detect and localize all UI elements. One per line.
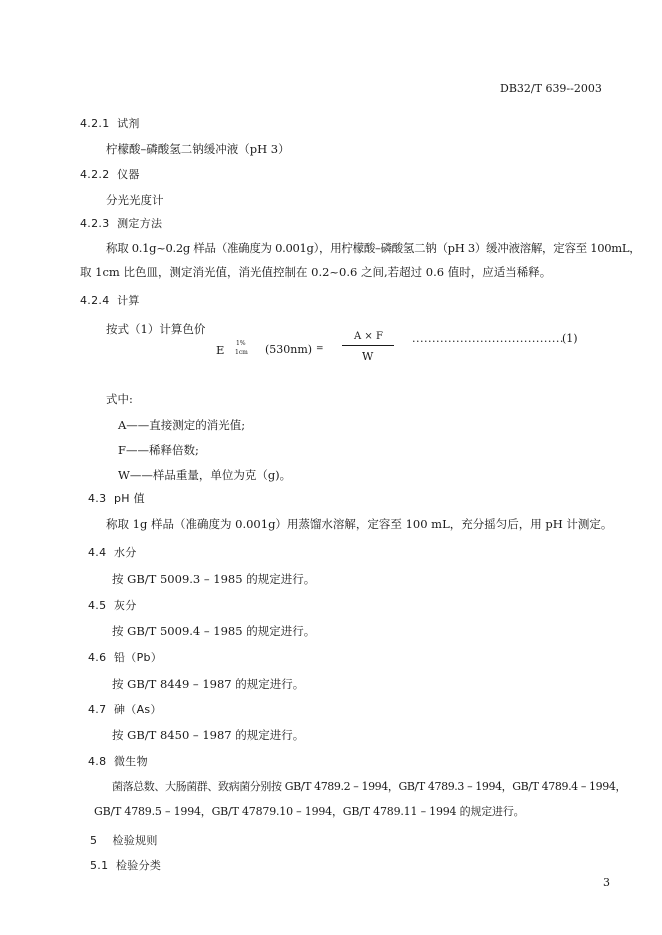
section-number: 5.1 [90, 859, 109, 872]
formula-wavelength: (530nm) [265, 343, 313, 356]
section-4-2-2-body: 分光光度计 [106, 193, 164, 207]
section-4-2-2-heading [80, 168, 140, 182]
section-number: 4.5 [88, 599, 107, 612]
section-number: 4.7 [88, 703, 107, 716]
section-4-2-1-heading [80, 117, 140, 131]
section-4-7-heading [88, 703, 162, 717]
section-4-2-3-body-line-2: 取 1cm 比色皿，测定消光值，消光值控制在 0.2~0.6 之间,若超过 0.6 值时，应适当稀释。 [80, 265, 552, 279]
section-5-1-heading [90, 859, 161, 873]
section-number: 5 [90, 834, 98, 847]
section-4-5-heading [88, 599, 137, 613]
section-4-3-body: 称取 1g 样品（准确度为 0.001g）用蒸馏水溶解，定容至 100 mL，充分摇匀后，用 pH 计测定。 [106, 517, 613, 531]
section-5-heading [90, 834, 158, 848]
section-4-4-body: 按 GB/T 5009.3 – 1985 的规定进行。 [112, 572, 316, 586]
section-title: 测定方法 [117, 217, 163, 230]
equation-number: (1) [562, 332, 578, 345]
section-4-2-3-heading [80, 217, 162, 231]
section-4-2-4-heading [80, 294, 140, 308]
section-title: 仪器 [117, 168, 140, 181]
section-number: 4.4 [88, 546, 107, 559]
section-4-2-3-body-line-1: 称取 0.1g~0.2g 样品（准确度为 0.001g），用柠檬酸–磷酸氢二钠（pH 3）缓冲液溶解，定容至 100mL， [106, 241, 641, 255]
section-title: 试剂 [117, 117, 140, 130]
section-number: 4.2.4 [80, 294, 110, 307]
section-number: 4.2.1 [80, 117, 110, 130]
section-4-8-body-line-2: GB/T 4789.5 – 1994，GB/T 47879.10 – 1994，GB/T 4789.11 – 1994 的规定进行。 [94, 805, 525, 818]
fraction-bar [342, 345, 394, 346]
section-title: 检验分类 [116, 859, 162, 872]
section-4-6-body: 按 GB/T 8449 – 1987 的规定进行。 [112, 677, 305, 691]
section-4-3-heading [88, 492, 145, 506]
section-number: 4.2.2 [80, 168, 110, 181]
section-title: 铅（Pb） [114, 651, 163, 664]
formula-intro: 按式（1）计算色价 [106, 322, 206, 336]
section-title: pH 值 [114, 492, 145, 505]
section-number: 4.8 [88, 755, 107, 768]
formula-subscript: 1cm [235, 349, 248, 356]
section-title: 微生物 [114, 755, 148, 768]
page-number: 3 [603, 876, 610, 889]
section-4-2-1-body: 柠檬酸–磷酸氢二钠缓冲液（pH 3） [106, 142, 290, 156]
variable-definition: F——稀释倍数; [118, 443, 199, 457]
section-4-5-body: 按 GB/T 5009.4 – 1985 的规定进行。 [112, 624, 316, 638]
formula-superscript: 1% [236, 340, 246, 347]
formula-numerator: A × F [354, 331, 383, 342]
section-4-6-heading [88, 651, 162, 665]
formula-equals: = [316, 344, 324, 354]
section-number: 4.6 [88, 651, 107, 664]
section-4-7-body: 按 GB/T 8450 – 1987 的规定进行。 [112, 728, 305, 742]
section-4-8-body-line-1: 菌落总数、大肠菌群、致病菌分别按 GB/T 4789.2 – 1994，GB/T 4789.3 – 1994，GB/T 4789.4 – 1994， [112, 780, 627, 793]
section-number: 4.2.3 [80, 217, 110, 230]
section-title: 灰分 [114, 599, 137, 612]
section-4-4-heading [88, 546, 137, 560]
section-title: 计算 [117, 294, 140, 307]
section-title: 水分 [114, 546, 137, 559]
section-4-8-heading [88, 755, 148, 769]
section-number: 4.3 [88, 492, 107, 505]
section-title: 砷（As） [114, 703, 162, 716]
variable-definition: W——样品重量，单位为克（g)。 [118, 468, 292, 482]
formula-symbol: E [216, 343, 225, 357]
formula-leader-dots: ...................................... [412, 332, 564, 345]
variable-definition: A——直接测定的消光值; [118, 418, 246, 432]
document-id: DB32/T 639--2003 [500, 82, 602, 95]
where-label: 式中: [106, 392, 133, 406]
formula-denominator: W [362, 350, 374, 363]
section-title: 检验规则 [112, 834, 158, 847]
